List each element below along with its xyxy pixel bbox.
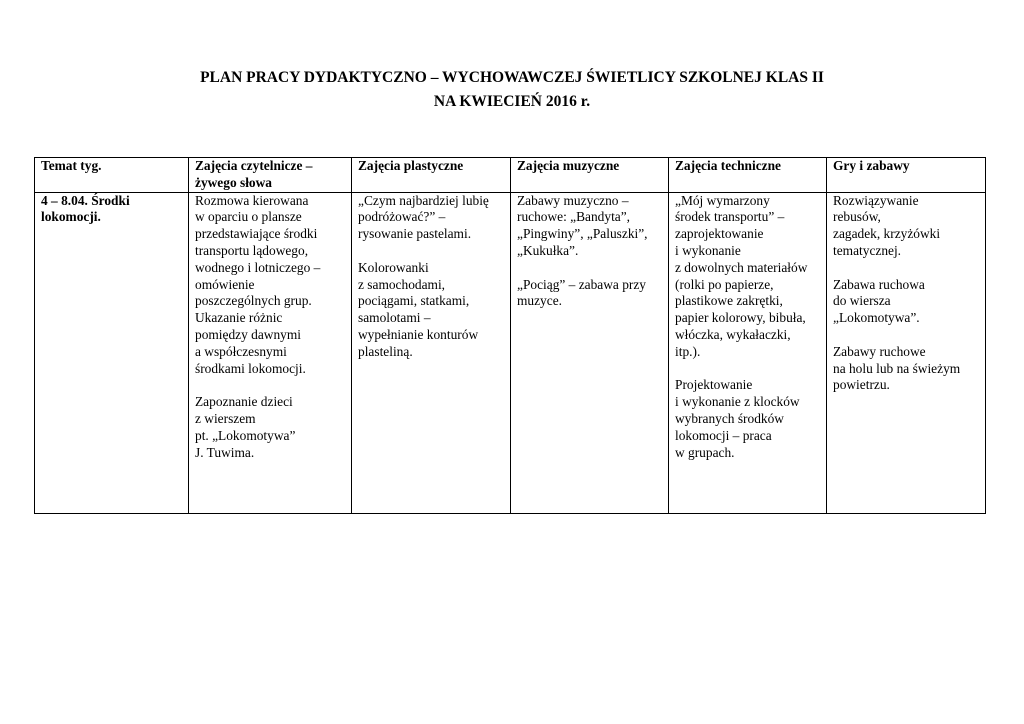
cell-line: lokomocji. bbox=[41, 209, 101, 225]
cell-line: „Pociąg” – zabawa przy bbox=[517, 276, 647, 292]
cell-line: 4 – 8.04. Środki bbox=[41, 192, 130, 208]
cell-line: Zabawy ruchowe bbox=[833, 343, 926, 359]
header-cell-games bbox=[827, 158, 986, 193]
cell-line: w oparciu o plansze bbox=[195, 209, 302, 225]
header-cell-music bbox=[511, 158, 669, 193]
header-cell-topic bbox=[35, 158, 189, 193]
cell-line: Temat tyg. bbox=[41, 158, 102, 173]
cell-line: Projektowanie bbox=[675, 377, 753, 393]
cell-line: Gry i zabawy bbox=[833, 158, 910, 173]
cell-line: na holu lub na świeżym bbox=[833, 360, 961, 376]
table-row bbox=[35, 192, 986, 513]
cell-line: podróżować?” – bbox=[358, 209, 446, 225]
cell-line: Zabawy muzyczno – bbox=[517, 192, 629, 208]
cell-line: Zabawa ruchowa bbox=[833, 276, 925, 292]
cell-line: Zajęcia techniczne bbox=[675, 158, 781, 173]
cell-line: plasteliną. bbox=[358, 343, 413, 359]
cell-line: przedstawiające środki bbox=[195, 226, 318, 242]
cell-line: i wykonanie z klocków bbox=[675, 394, 800, 410]
cell-line: omówienie bbox=[195, 276, 255, 292]
cell-line bbox=[517, 260, 662, 277]
cell-art bbox=[352, 192, 511, 513]
cell-music bbox=[511, 192, 669, 513]
cell-line: Kolorowanki bbox=[358, 259, 429, 275]
cell-line: Ukazanie różnic bbox=[195, 310, 283, 326]
cell-line: pomiędzy dawnymi bbox=[195, 326, 301, 342]
cell-line: rebusów, bbox=[833, 209, 881, 225]
cell-line: Rozmowa kierowana bbox=[195, 192, 309, 208]
cell-line: pociągami, statkami, bbox=[358, 293, 470, 309]
cell-line bbox=[833, 327, 979, 344]
cell-line: zaprojektowanie bbox=[675, 226, 764, 242]
cell-line: włóczka, wykałaczki, bbox=[675, 326, 791, 342]
cell-line bbox=[195, 377, 345, 394]
cell-line: „Czym najbardziej lubię bbox=[358, 192, 489, 208]
cell-line: samolotami – bbox=[358, 310, 431, 326]
plan-table bbox=[34, 157, 986, 514]
cell-line: wybranych środków bbox=[675, 410, 784, 426]
cell-line: wodnego i lotniczego – bbox=[195, 259, 321, 275]
cell-line: środek transportu” – bbox=[675, 209, 785, 225]
cell-line bbox=[833, 260, 979, 277]
cell-line: papier kolorowy, bibuła, bbox=[675, 310, 806, 326]
header-cell-reading bbox=[189, 158, 352, 193]
cell-line: Zapoznanie dzieci bbox=[195, 394, 293, 410]
cell-line: Rozwiązywanie bbox=[833, 192, 919, 208]
table-header-row bbox=[35, 158, 986, 193]
cell-line: a współczesnymi bbox=[195, 343, 287, 359]
cell-line bbox=[675, 361, 820, 378]
cell-line: Zajęcia muzyczne bbox=[517, 158, 620, 173]
cell-line: „Pingwiny”, „Paluszki”, bbox=[517, 226, 648, 242]
cell-line: tematycznej. bbox=[833, 242, 902, 258]
cell-line: „Lokomotywa”. bbox=[833, 310, 920, 326]
cell-line: „Kukułka”. bbox=[517, 242, 579, 258]
cell-line: Zajęcia czytelnicze – bbox=[195, 158, 313, 173]
cell-line: muzyce. bbox=[517, 293, 562, 309]
cell-line: poszczególnych grup. bbox=[195, 293, 312, 309]
cell-line: „Mój wymarzony bbox=[675, 192, 770, 208]
cell-line: i wykonanie bbox=[675, 242, 741, 258]
cell-line: zagadek, krzyżówki bbox=[833, 226, 941, 242]
cell-line: powietrzu. bbox=[833, 377, 890, 393]
header-cell-technical bbox=[669, 158, 827, 193]
cell-reading bbox=[189, 192, 352, 513]
cell-line: z dowolnych materiałów bbox=[675, 259, 808, 275]
cell-line: pt. „Lokomotywa” bbox=[195, 427, 296, 443]
cell-line: z wierszem bbox=[195, 410, 256, 426]
cell-line: itp.). bbox=[675, 343, 701, 359]
document-title-line-1: PLAN PRACY DYDAKTYCZNO – WYCHOWAWCZEJ ŚWIETLICY SZKOLNEJ KLAS II bbox=[200, 69, 824, 86]
cell-line: plastikowe zakrętki, bbox=[675, 293, 783, 309]
cell-line: Zajęcia plastyczne bbox=[358, 158, 464, 173]
cell-line: J. Tuwima. bbox=[195, 444, 255, 460]
cell-line: do wiersza bbox=[833, 293, 891, 309]
cell-line: żywego słowa bbox=[195, 174, 272, 190]
header-cell-art bbox=[352, 158, 511, 193]
cell-line: (rolki po papierze, bbox=[675, 276, 774, 292]
cell-line: w grupach. bbox=[675, 444, 735, 460]
cell-topic bbox=[35, 192, 189, 513]
cell-technical bbox=[669, 192, 827, 513]
cell-line: z samochodami, bbox=[358, 276, 446, 292]
document-title-line-2: NA KWIECIEŃ 2016 r. bbox=[433, 93, 591, 110]
cell-line bbox=[358, 243, 504, 260]
cell-line: środkami lokomocji. bbox=[195, 360, 306, 376]
cell-games bbox=[827, 192, 986, 513]
cell-line: ruchowe: „Bandyta”, bbox=[517, 209, 631, 225]
cell-line: wypełnianie konturów bbox=[358, 326, 479, 342]
cell-line: rysowanie pastelami. bbox=[358, 226, 472, 242]
cell-line: transportu lądowego, bbox=[195, 242, 309, 258]
cell-line: lokomocji – praca bbox=[675, 427, 772, 443]
